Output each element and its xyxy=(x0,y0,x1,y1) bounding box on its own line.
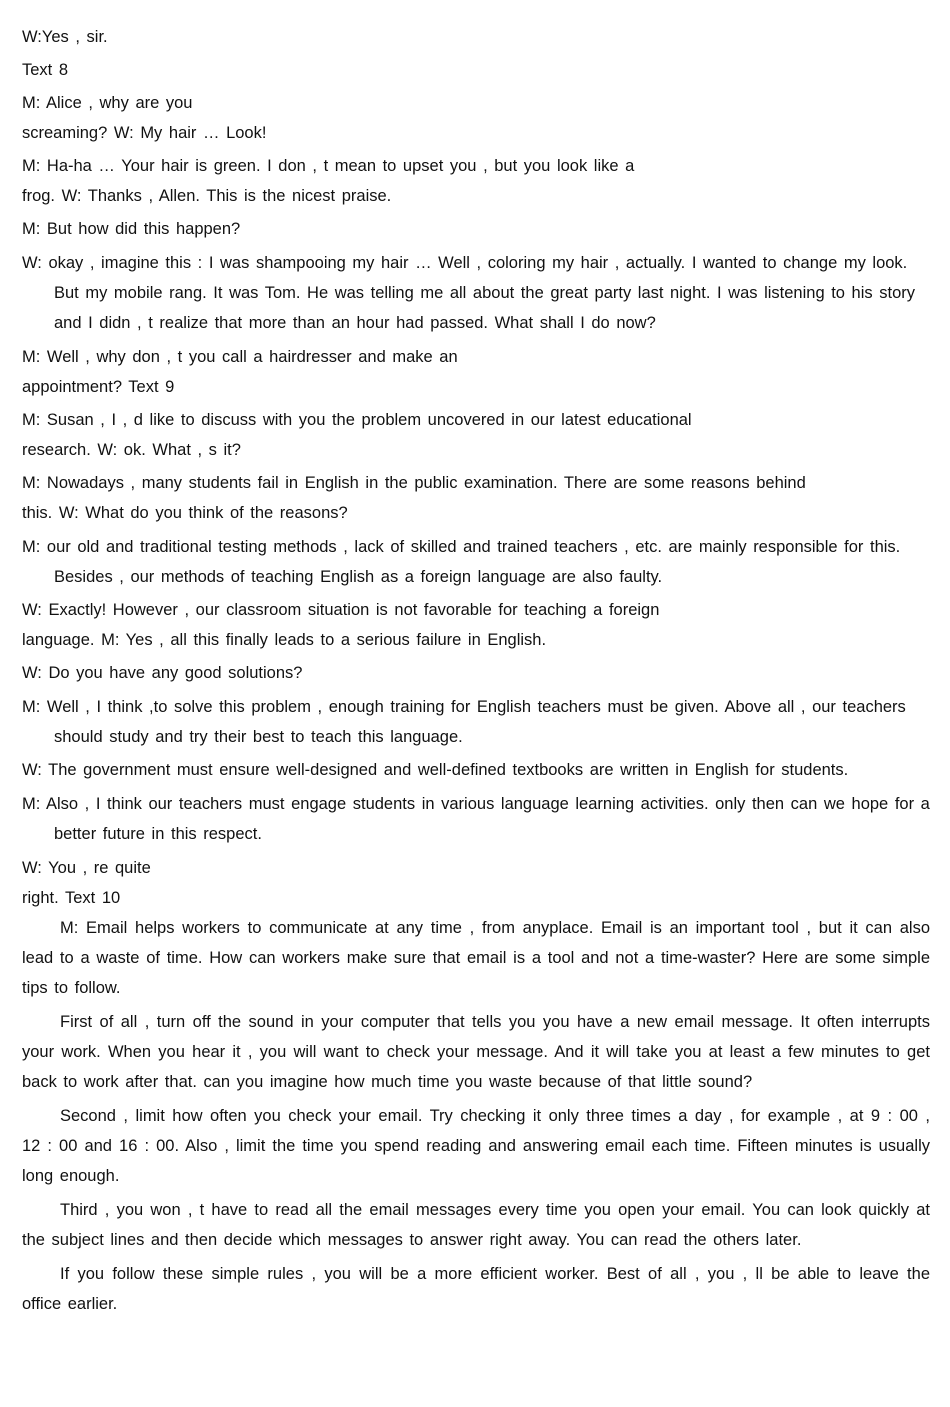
text-line: M: Susan , I , d like to discuss with you the problem uncovered in our latest educational xyxy=(22,411,692,429)
text-line: W: Do you have any good solutions? xyxy=(22,664,303,682)
text-line: M: Well , why don , t you call a hairdresser and make an xyxy=(22,348,458,366)
text-line: W: Exactly! However , our classroom situation is not favorable for teaching a foreign xyxy=(22,601,660,619)
text-line: screaming? W: My hair … Look! xyxy=(22,124,267,142)
text-line: right. Text 10 xyxy=(22,889,121,907)
text10-paragraph: First of all , turn off the sound in your computer that tells you you have a new email message. It often interrupts your work. When you hear it , you will want to check your message. And it will take you at least a few minutes to get back to work after that. can you imagine how much time you waste because of that little sound? xyxy=(22,1013,930,1091)
text-line: this. W: What do you think of the reasons? xyxy=(22,504,348,522)
section-heading-text-8: Text 8 xyxy=(22,61,69,79)
text10-paragraph: If you follow these simple rules , you will be a more efficient worker. Best of all , you , ll be able to leave the office earlier. xyxy=(22,1265,930,1313)
text-line: M: But how did this happen? xyxy=(22,220,241,238)
text-line: W:Yes , sir. xyxy=(22,28,108,46)
text-line: W: You , re quite xyxy=(22,859,151,877)
text-line: M: Nowadays , many students fail in English in the public examination. There are some reasons behind xyxy=(22,474,806,492)
text-line: frog. W: Thanks , Allen. This is the nicest praise. xyxy=(22,187,392,205)
text-line: appointment? Text 9 xyxy=(22,378,175,396)
text10-paragraph: Second , limit how often you check your email. Try checking it only three times a day , for example , at 9 : 00 , 12 : 00 and 16 : 00. Also , limit the time you spend reading and answering email each time. Fifteen minutes is usually long enough. xyxy=(22,1107,930,1185)
text-line: research. W: ok. What , s it? xyxy=(22,441,241,459)
text-line: W: The government must ensure well-designed and well-defined textbooks are written in English for students. xyxy=(22,761,849,779)
text-line: M: Ha-ha … Your hair is green. I don , t mean to upset you , but you look like a xyxy=(22,157,635,175)
dialogue-paragraph: W: okay , imagine this : I was shampooing my hair … Well , coloring my hair , actually. I wanted to change my look. But my mobile rang. It was Tom. He was telling me all about the great party last night. I was listening to his story and I didn , t realize that more than an hour had passed. What shall I do now? xyxy=(22,254,915,332)
text-line: M: Alice , why are you xyxy=(22,94,193,112)
text-line: language. M: Yes , all this finally leads to a serious failure in English. xyxy=(22,631,547,649)
dialogue-paragraph: M: our old and traditional testing methods , lack of skilled and trained teachers , etc. are mainly responsible for this. Besides , our methods of teaching English as a foreign language are also faulty. xyxy=(22,538,901,586)
dialogue-paragraph: M: Well , I think ,to solve this problem , enough training for English teachers must be given. Above all , our teachers should study and try their best to teach this language. xyxy=(22,698,906,746)
text10-paragraph: M: Email helps workers to communicate at any time , from anyplace. Email is an important tool , but it can also lead to a waste of time. How can workers make sure that email is a tool and not a time-waster? Here are some simple tips to follow. xyxy=(22,919,930,997)
dialogue-paragraph: M: Also , I think our teachers must engage students in various language learning activities. only then can we hope for a better future in this respect. xyxy=(22,795,930,843)
document-page xyxy=(22,22,930,1319)
text10-paragraph: Third , you won , t have to read all the email messages every time you open your email. You can look quickly at the subject lines and then decide which messages to answer right away. You can read the others later. xyxy=(22,1201,930,1249)
